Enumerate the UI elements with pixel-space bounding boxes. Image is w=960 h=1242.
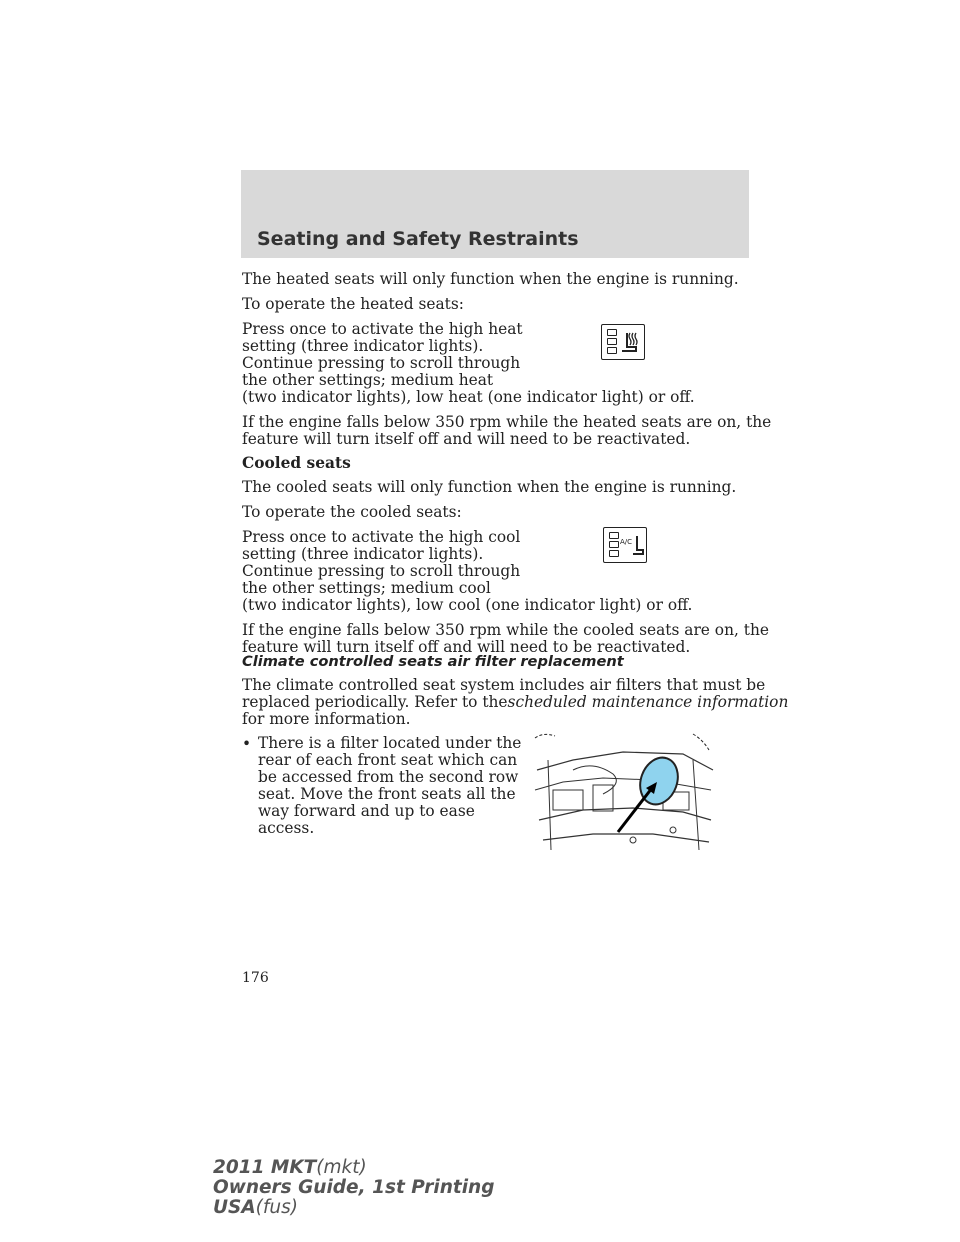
filter-line-2 <box>242 694 788 711</box>
heated-seat-icon <box>601 324 645 360</box>
filter-bullet-2: rear of each front seat which can <box>258 751 518 769</box>
footer-region: USA <box>213 1197 256 1218</box>
heated-press-1: Press once to activate the high heat <box>242 320 523 338</box>
cooled-heading: Cooled seats <box>242 454 351 472</box>
maintenance-reference: scheduled maintenance information <box>507 693 789 711</box>
cooled-seat-icon <box>603 527 647 563</box>
filter-line-2-text: replaced periodically. Refer to the <box>242 693 508 711</box>
cooled-operate: To operate the cooled seats: <box>242 503 462 521</box>
section-header <box>241 170 749 258</box>
heated-intro: The heated seats will only function when the engine is running. <box>242 270 739 288</box>
heated-operate: To operate the heated seats: <box>242 295 464 313</box>
filter-bullet-6: access. <box>258 819 315 837</box>
footer-line-2 <box>213 1178 494 1198</box>
heated-press-2: setting (three indicator lights). <box>242 337 484 355</box>
page-number: 176 <box>242 970 269 986</box>
cooled-press-1: Press once to activate the high cool <box>242 528 521 546</box>
cooled-icon-label: A/C <box>620 538 633 546</box>
heated-rpm-1: If the engine falls below 350 rpm while the heated seats are on, the <box>242 413 772 431</box>
cooled-press-2: setting (three indicator lights). <box>242 545 484 563</box>
heated-press-3: Continue pressing to scroll through <box>242 354 521 372</box>
cooled-press-4: the other settings; medium cool <box>242 579 491 597</box>
heated-press-4: the other settings; medium heat <box>242 371 494 389</box>
footer-region-code: (fus) <box>255 1197 298 1218</box>
filter-heading: Climate controlled seats air filter replacement <box>242 653 624 670</box>
filter-line-1: The climate controlled seat system includes air filters that must be <box>242 676 766 694</box>
heated-press-5: (two indicator lights), low heat (one indicator light) or off. <box>242 388 695 406</box>
cooled-rpm-1: If the engine falls below 350 rpm while the cooled seats are on, the <box>242 621 769 639</box>
footer-guide: Owners Guide, 1st Printing <box>213 1177 495 1198</box>
cooled-press-5: (two indicator lights), low cool (one indicator light) or off. <box>242 596 693 614</box>
filter-bullet-5: way forward and up to ease <box>258 802 475 820</box>
cooled-intro: The cooled seats will only function when the engine is running. <box>242 478 737 496</box>
cooled-press-3: Continue pressing to scroll through <box>242 562 521 580</box>
footer-line-1 <box>213 1158 367 1178</box>
filter-bullet-4: seat. Move the front seats all the <box>258 785 516 803</box>
seat-filter-illustration <box>533 730 714 854</box>
footer-model: 2011 MKT <box>213 1157 317 1178</box>
footer-model-code: (mkt) <box>316 1157 367 1178</box>
footer-line-3 <box>213 1198 298 1218</box>
cooled-rpm-2: feature will turn itself off and will need to be reactivated. <box>242 638 691 656</box>
filter-bullet-3: be accessed from the second row <box>258 768 519 786</box>
filter-line-3: for more information. <box>242 710 411 728</box>
filter-bullet-1: There is a filter located under the <box>258 734 522 752</box>
heated-rpm-2: feature will turn itself off and will need to be reactivated. <box>242 430 691 448</box>
bullet-dot: • <box>242 735 252 753</box>
section-title: Seating and Safety Restraints <box>257 228 579 250</box>
